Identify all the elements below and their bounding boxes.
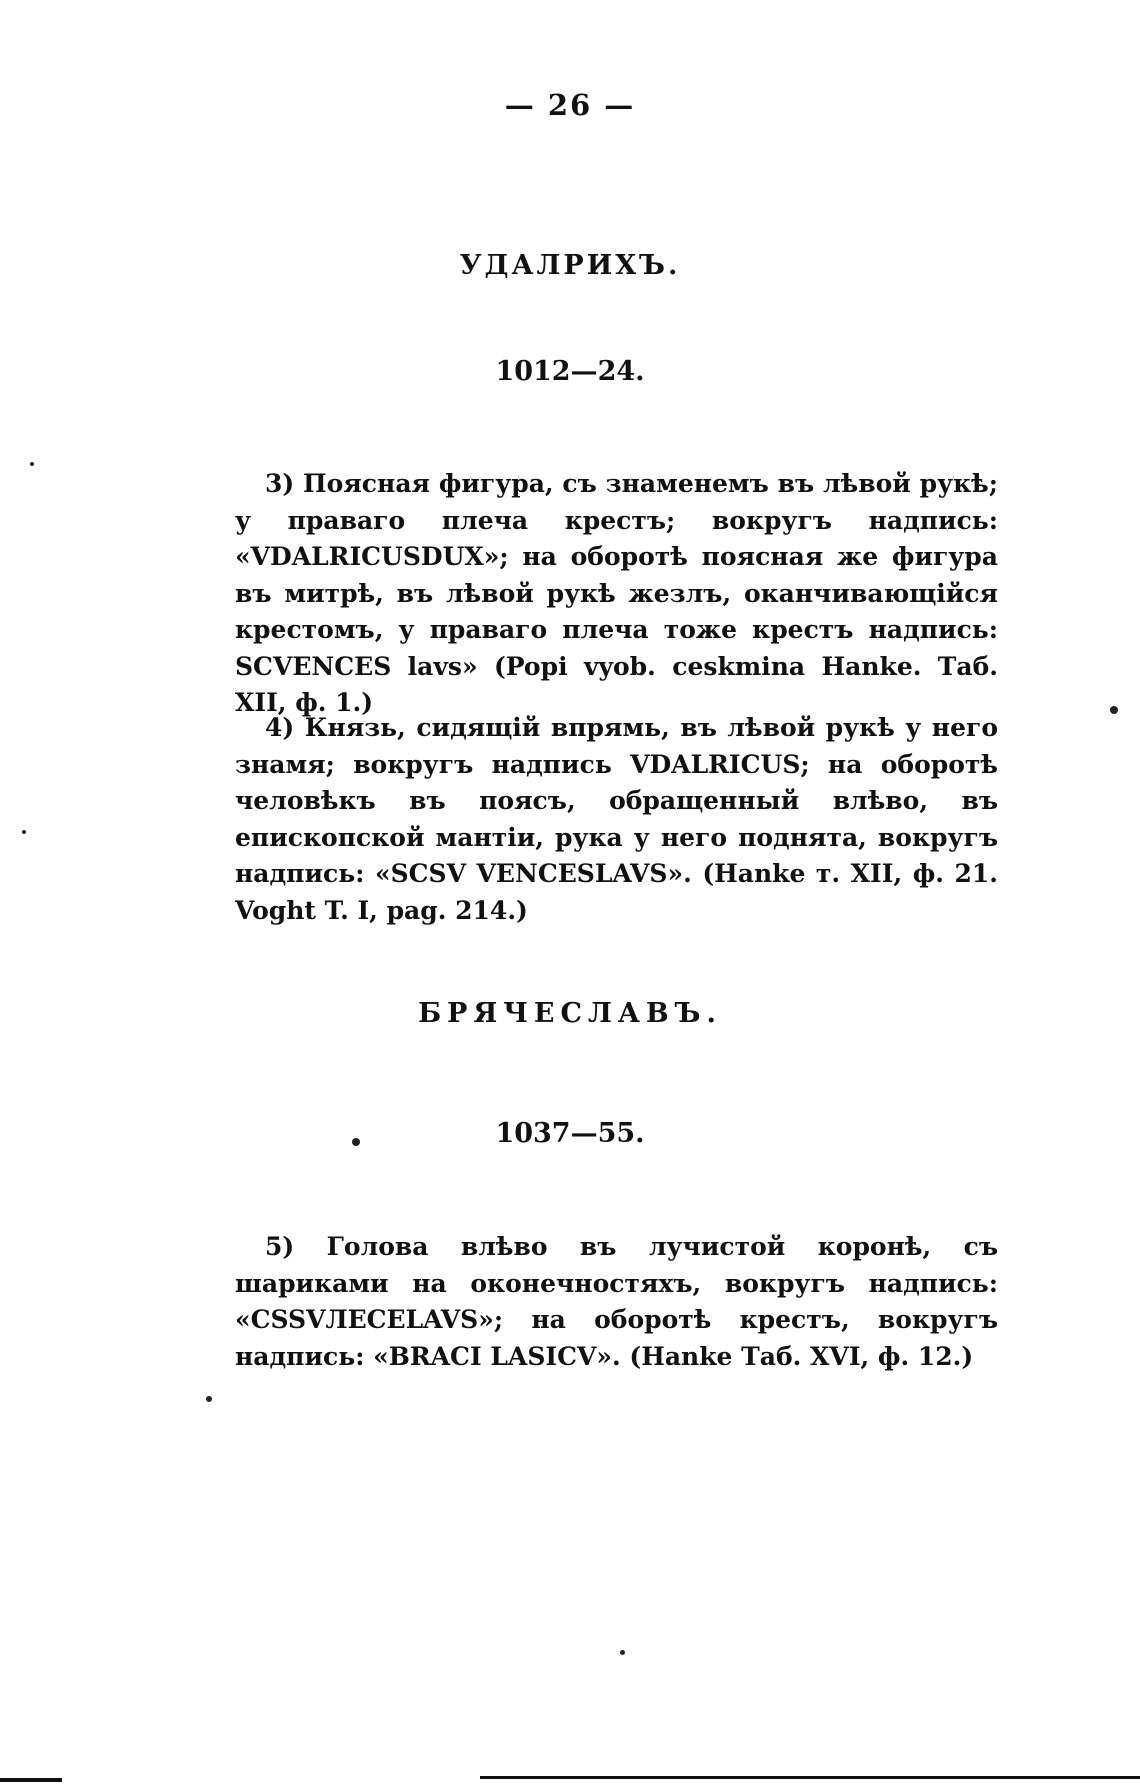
catalog-entry: 3) Поясная фигура, съ знаменемъ въ лѣвой рукѣ; у праваго плеча крестъ; вокругъ надпись: «VDALRICUSDUX»; на оборотѣ поясная же фигура въ митрѣ, въ лѣвой рукѣ жезлъ, оканчивающійся крестомъ, у праваго плеча тоже крестъ надпись: SCVENCES lavs» (Popi vyob. ceskmina Hanke. Таб. XII, ф. 1.) (235, 469, 998, 717)
scan-speck (352, 1138, 360, 1146)
scan-speck (620, 1650, 625, 1655)
scan-edge-rule (0, 1778, 62, 1782)
section-date: 1012—24. (495, 356, 645, 387)
page-number: — 26 — (504, 88, 636, 122)
catalog-entry: 5) Голова влѣво въ лучистой коронѣ, съ шариками на оконечностяхъ, вокругъ надпись: «CSSVЛECELAVS»; на оборотѣ крестъ, вокругъ надпись: «BRACI LASICV». (Hanke Таб. XVI, ф. 12.) (235, 1232, 998, 1371)
section-heading: БРЯЧЕСЛАВЪ. (418, 998, 722, 1029)
section-date: 1037—55. (495, 1118, 645, 1149)
scan-speck (22, 830, 26, 834)
catalog-entry: 4) Князь, сидящій впрямь, въ лѣвой рукѣ у него знамя; вокругъ надпись VDALRICUS; на оборотѣ человѣкъ въ поясъ, обращенный влѣво, въ епископской мантіи, рука у него поднята, вокругъ надпись: «SCSV VENCESLAVS». (Hanke т. XII, ф. 21. Voght T. I, pag. 214.) (235, 713, 998, 925)
scan-speck (1110, 706, 1118, 714)
scan-speck (30, 462, 34, 466)
section-heading: УДАЛРИХЪ. (459, 250, 681, 281)
scan-edge-rule (480, 1776, 1140, 1779)
scan-speck (206, 1396, 212, 1402)
